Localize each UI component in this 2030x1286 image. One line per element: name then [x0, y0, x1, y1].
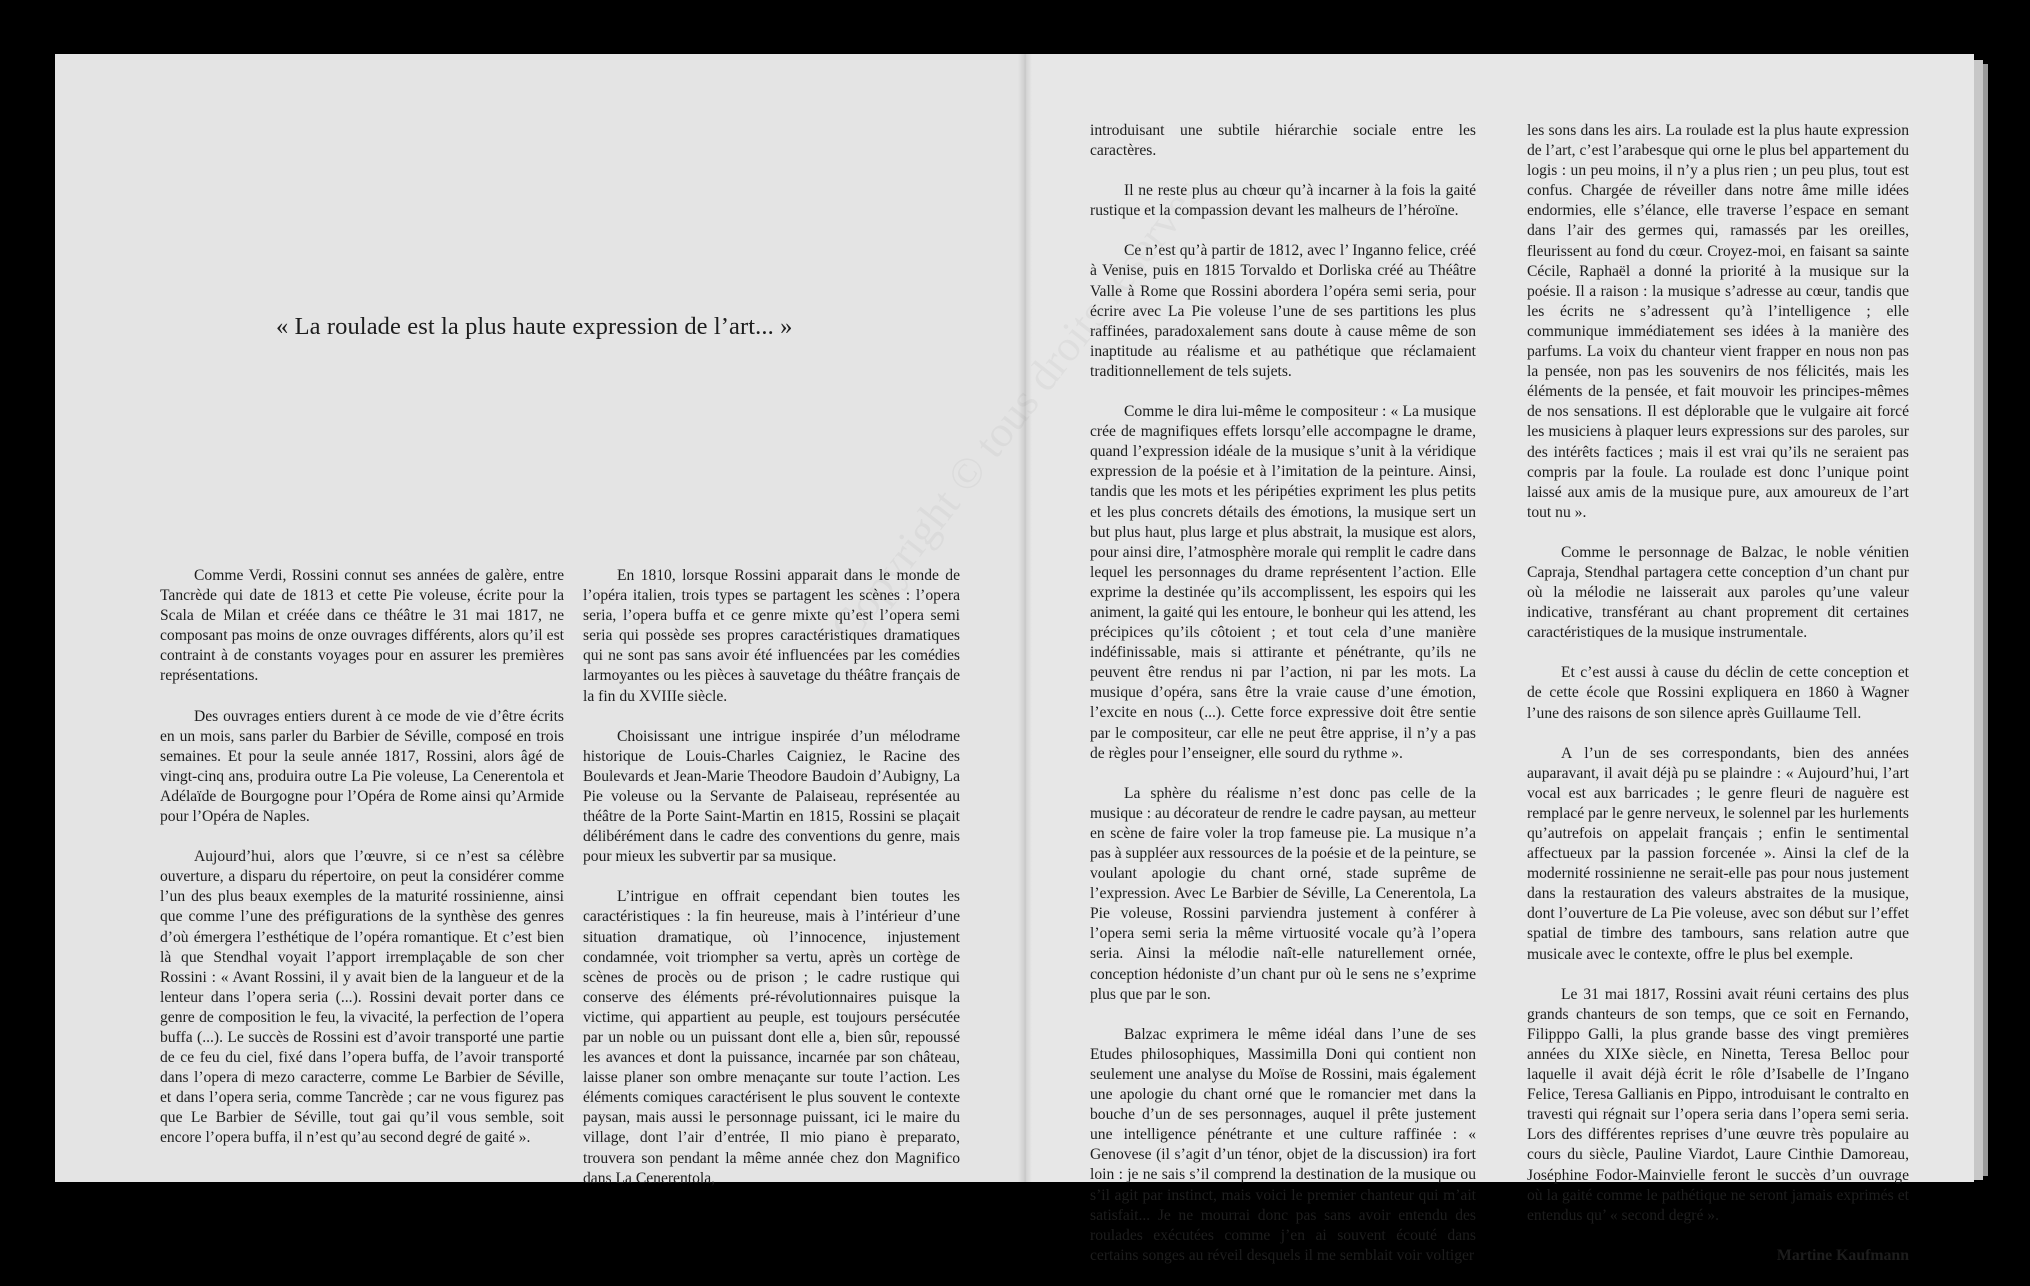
book-gutter	[1018, 54, 1032, 1182]
paragraph: En 1810, lorsque Rossini apparait dans le monde de l’opéra italien, trois types se partagent les scènes : l’opera seria, l’opera buffa et ce genre mixte qu’est l’opera semi seria qui possède ses propres caractéristiques dramatiques qui ne sont pas sans avoir été influencées par les comédies larmoyantes ou les pièces à sauvetage du théâtre français de la fin du XVIIIe siècle.	[583, 567, 960, 705]
paragraph: La sphère du réalisme n’est donc pas celle de la musique : au décorateur de rendre le cadre paysan, au metteur en scène de faire voler la trop fameuse pie. La musique n’a pas à suppléer aux ressources de la poésie et de la peinture, se voulant apologie du chant orné, stade suprême de l’expression. Avec Le Barbier de Séville, La Cenerentola, La Pie voleuse, Rossini parviendra justement à conférer à l’opera semi seria la même virtuosité vocale qu’à l’opera seria. Ainsi la mélodie naît-elle naturellement ornée, conception hédoniste d’un chant pur où le sens ne s’exprime plus que par le son.	[1090, 784, 1476, 1003]
paragraph: Ce n’est qu’à partir de 1812, avec l’ Inganno felice, créé à Venise, puis en 1815 Torvaldo et Dorliska créé au Théâtre Valle à Rome que Rossini abordera l’opéra semi seria, pour écrire avec La Pie voleuse l’une de ses partitions les plus raffinées, paradoxalement sans doute à cause même de son inaptitude au réalisme et au pathétique que réclamaient traditionnellement de tels sujets.	[1090, 242, 1476, 380]
paragraph: Le 31 mai 1817, Rossini avait réuni certains des plus grands chanteurs de son temps, que ce soit en Fernando, Filipppo Galli, la plus grande basse des vingt premières années du XIXe siècle, en Ninetta, Teresa Belloc pour laquelle il avait déjà écrit le rôle d’Isabelle de l’Ingano Felice, Teresa Gallianis en Pippo, introduisant le contralto en travesti qui régnait sur l’opera seria dans l’opera semi seria. Lors des différentes reprises d’une œuvre très populaire au cours du siècle, Pauline Viardot, Laure Cinthie Damoreau, Joséphine Fodor-Mainvielle feront le succès d’un ouvrage où la gaité comme le pathétique ne seront jamais exprimés et entendus qu’ « second degré ».	[1527, 985, 1909, 1224]
paragraph: Choisissant une intrigue inspirée d’un mélodrame historique de Louis-Charles Caigniez, le Racine des Boulevards et Jean-Marie Theodore Baudoin d’Aubigny, La Pie voleuse ou la Servante de Palaiseau, représentée au théâtre de la Porte Saint-Martin en 1815, Rossini se plaçait délibérément dans le cadre des conventions du genre, mais pour mieux les subvertir par sa musique.	[583, 727, 960, 866]
paragraph: Il ne reste plus au chœur qu’à incarner à la fois la gaité rustique et la compassion devant les malheurs de l’héroïne.	[1090, 182, 1476, 220]
paragraph: Des ouvrages entiers durent à ce mode de vie d’être écrits en un mois, sans parler du Barbier de Séville, composé en trois semaines. Et pour la seule année 1817, Rossini, alors âgé de vingt-cinq ans, produira outre La Pie voleuse, La Cenerentola et Adélaïde de Bourgogne pour l’Opéra de Rome ainsi qu’Armide pour l’Opéra de Naples.	[160, 707, 564, 826]
paragraph: Balzac exprimera le même idéal dans l’une de ses Etudes philosophiques, Massimilla Doni qui contient non seulement une analyse du Moïse de Rossini, mais également une apologie du chant orné que le romancier met dans la bouche d’un de ses personnages, auquel il prête justement une intelligence pénétrante et une culture raffinée : « Genovese (il s’agit d’un ténor, objet de la discussion) ira fort loin : je ne sais s’il comprend la destination de la musique ou s’il agit par instinct, mais voici le premier chanteur qui m’ait satisfait... Je ne mourrai donc pas sans avoir entendu des roulades exécutées comme j’en ai souvent écouté dans certains songes au réveil desquels il me semblait voir voltiger	[1090, 1025, 1476, 1264]
paragraph: A l’un de ses correspondants, bien des années auparavant, il avait déjà pu se plaindre : « Aujourd’hui, l’art vocal est aux barricades ; le genre fleuri de naguère est remplacé par le genre nerveux, le solennel par les hurlements qu’autrefois on appelait français ; enfin le sentimental affectueux par la passion forcenée ». Ainsi la clef de la modernité rossinienne ne serait-elle pas pour nous justement dans la restauration des valeurs abstraites de la musique, dont l’ouverture de La Pie voleuse, avec son début sur l’effet spatial de timbre des tambours, sans relation autre que musicale avec le contexte, offre le plus bel exemple.	[1527, 744, 1909, 963]
paragraph: Comme Verdi, Rossini connut ses années de galère, entre Tancrède qui date de 1813 et cette Pie voleuse, écrite pour la Scala de Milan et créée dans ce théâtre le 31 mai 1817, ne composant pas moins de onze ouvrages différents, alors qu’il est contraint à de constants voyages pour en assurer les premières représentations.	[160, 567, 564, 685]
page-edge-shadow	[1983, 64, 1988, 1176]
text-column-4	[1527, 121, 1909, 1266]
paragraph: Comme le personnage de Balzac, le noble vénitien Capraja, Stendhal partagera cette conception d’un chant pur où la mélodie ne laisserait aux paroles qu’une valeur indicative, transférant au chant proprement dit certaines caractéristiques de la musique instrumentale.	[1527, 543, 1909, 642]
paragraph: Et c’est aussi à cause du déclin de cette conception et de cette école que Rossini expliquera en 1860 à Wagner l’une des raisons de son silence après Guillaume Tell.	[1527, 664, 1909, 722]
paragraph: L’intrigue en offrait cependant bien toutes les caractéristiques : la fin heureuse, mais à l’intérieur d’une situation dramatique, où l’innocence, injustement condamnée, voit triompher sa vertu, après un cortège de scènes de procès ou de prison ; le cadre rustique qui conserve des éléments pré-révolutionnaires puisque la victime, qui appartient au peuple, est toujours persécutée par un noble ou un puissant dont elle a, bien sûr, repoussé les avances et dont la puissance, incarnée par son château, laisse planer son ombre menaçante sur toute l’action. Les éléments comiques caractérisent le plus souvent le contexte paysan, mais aussi le personnage puissant, ici le maire du village, dont l’air d’entrée, Il mio piano è preparato, trouvera son pendant la même année chez don Magnifico dans La Cenerentola,	[583, 888, 960, 1187]
paragraph: Comme le dira lui-même le compositeur : « La musique crée de magnifiques effets lorsqu’elle accompagne le drame, quand l’expression idéale de la musique s’unit à la véridique expression de la poésie et à l’imitation de la peinture. Ainsi, tandis que les mots et les péripéties expriment les plus petits et les plus concrets détails des émotions, la musique sert un but plus haut, plus large et plus abstrait, la musique est alors, pour ainsi dire, l’atmosphère morale qui remplit le cadre dans lequel les personnages du drame représentent l’action. Elle exprime la destinée qu’ils accomplissent, les espoirs qui les animent, la gaité qui les entoure, le bonheur qui les attend, les précipices qu’ils côtoient ; et tout cela d’une manière indéfinissable, mais si attirante et pénétrante, qu’ils ne peuvent être rendus ni par l’action, ni par les mots. La musique d’opéra, sans être la vraie cause d’une émotion, l’excite en nous (...). Cette force expressive doit être sentie par le compositeur, car elle ne peut être apprise, il n’y a pas de règles pour l’enseigner, elle sourd du rythme ».	[1090, 403, 1476, 762]
paragraph: Aujourd’hui, alors que l’œuvre, si ce n’est sa célèbre ouverture, a disparu du répertoire, on peut la considérer comme l’un des plus beaux exemples de la maturité rossinienne, ainsi que comme l’une des préfigurations de la synthèse des genres d’où émergera l’esthétique de l’opéra romantique. Et c’est bien là que Stendhal voyait l’apport irremplaçable de son cher Rossini : « Avant Rossini, il y avait bien de la langueur et de la lenteur dans l’opera seria (...). Rossini devait porter dans ce genre de composition le feu, la vivacité, la perfection de l’opera buffa (...). Le succès de Rossini est d’avoir transporté une partie de ce feu du ciel, fixé dans l’opera buffa, de l’avoir transporté dans l’opera di mezo caracterre, comme Le Barbier de Séville, et dans l’opera seria, comme Tancrède ; car ne vous figurez pas que Le Barbier de Séville, tout gai qu’il vous semble, soit encore l’opera buffa, il n’est qu’au second degré de gaité ».	[160, 848, 564, 1147]
paragraph: introduisant une subtile hiérarchie sociale entre les caractères.	[1090, 122, 1476, 160]
paragraph: les sons dans les airs. La roulade est la plus haute expression de l’art, c’est l’arabesque qui orne le plus bel appartement du logis : un peu moins, il n’y a plus rien ; un peu plus, tout est confus. Chargée de réveiller dans notre âme mille idées endormies, elle s’élance, elle traverse l’espace en semant dans l’air des germes qui, ramassés par les oreilles, fleurissent au fond du cœur. Croyez-moi, en faisant sa sainte Cécile, Raphaël a donné la priorité à la musique sur la poésie. Il a raison : la musique s’adresse au cœur, tandis que les écrits ne s’adressent qu’à l’intelligence ; elle communique immédiatement ses idées à la manière des parfums. La voix du chanteur vient frapper en nous non pas la pensée, non pas les souvenirs de nos félicités, mais les éléments de la pensée, et fait mouvoir les principes-mêmes de nos sensations. Il est déplorable que le vulgaire ait forcé les musiciens à plaquer leurs expressions sur des paroles, sur des intérêts factices ; mais il est vrai qu’ils ne seraient pas compris par la foule. La roulade est donc l’unique point laissé aux amis de la musique pure, aux amoureux de l’art tout nu ».	[1527, 122, 1909, 521]
article-heading: « La roulade est la plus haute expression de l’art... »	[276, 313, 793, 340]
text-column-3	[1090, 121, 1476, 1286]
text-column-1	[160, 566, 564, 1169]
author-signature: Martine Kaufmann	[1776, 1246, 1909, 1264]
text-column-2	[583, 566, 960, 1209]
page-edge	[1974, 60, 1983, 1180]
